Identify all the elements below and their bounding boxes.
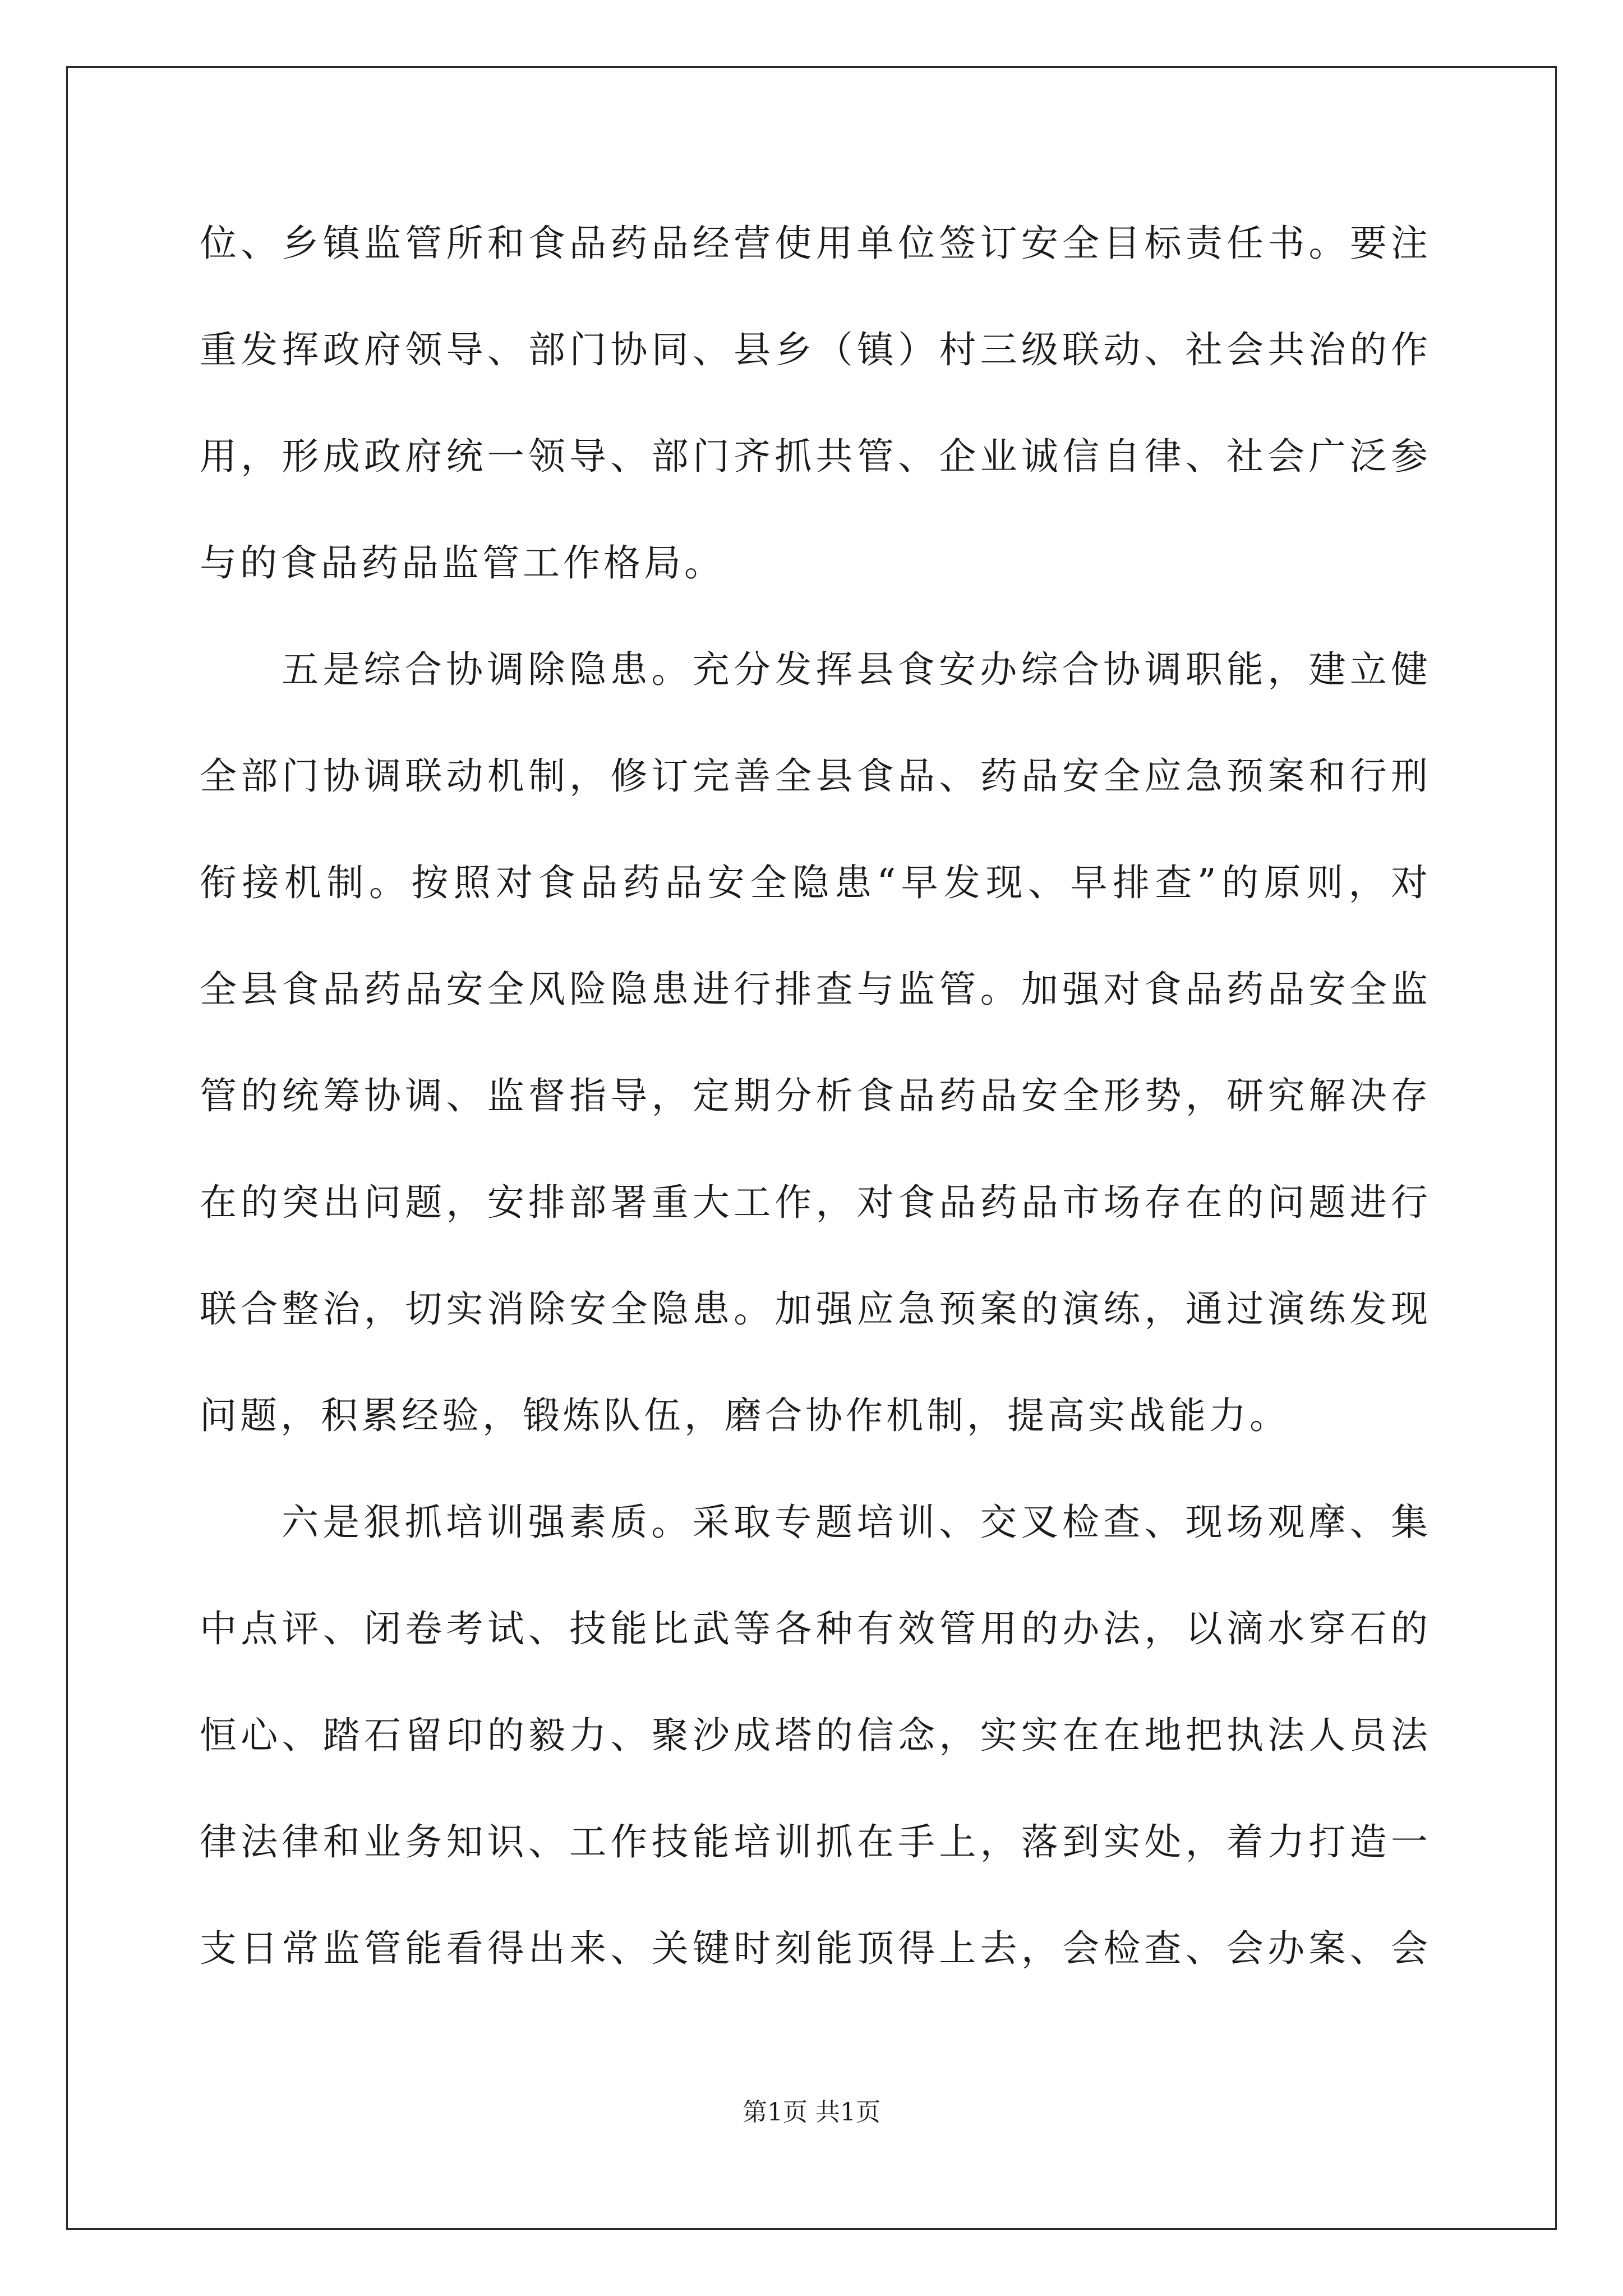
paragraph-start-line: 六是狠抓培训强素质。采取专题培训、交叉检查、现场观摩、集 [282,1501,1428,1544]
text-line: 与的食品药品监管工作格局。 [200,541,725,585]
text-line: 在的突出问题，安排部署重大工作，对食品药品市场存在的问题进行 [200,1181,1428,1224]
text-line: 全部门协调联动机制，修订完善全县食品、药品安全应急预案和行刑 [200,754,1428,798]
text-line: 律法律和业务知识、工作技能培训抓在手上，落到实处，着力打造一 [200,1820,1428,1864]
page-number-footer: 第1页 共1页 [743,2098,880,2127]
text-line: 管的统筹协调、监督指导，定期分析食品药品安全形势，研究解决存 [200,1074,1428,1117]
text-line: 中点评、闭卷考试、技能比武等各种有效管用的办法，以滴水穿石的 [200,1607,1428,1650]
text-line: 用，形成政府统一领导、部门齐抓共管、企业诚信自律、社会广泛参 [200,435,1428,478]
paragraph-start-line: 五是综合协调除隐患。充分发挥县食安办综合协调职能，建立健 [282,648,1428,691]
text-line: 位、乡镇监管所和食品药品经营使用单位签订安全目标责任书。要注 [200,222,1428,265]
text-line: 重发挥政府领导、部门协同、县乡（镇）村三级联动、社会共治的作 [200,328,1428,371]
text-line: 联合整治，切实消除安全隐患。加强应急预案的演练，通过演练发现 [200,1287,1428,1331]
text-line: 全县食品药品安全风险隐患进行排查与监管。加强对食品药品安全监 [200,968,1428,1011]
text-line: 支日常监管能看得出来、关键时刻能顶得上去，会检查、会办案、会 [200,1927,1428,1970]
document-body [200,222,1428,2034]
text-line: 衔接机制。按照对食品药品安全隐患“早发现、早排查”的原则，对 [200,861,1428,904]
text-line: 问题，积累经验，锻炼队伍，磨合协作机制，提高实战能力。 [200,1394,1290,1437]
text-line: 恒心、踏石留印的毅力、聚沙成塔的信念，实实在在地把执法人员法 [200,1714,1428,1757]
